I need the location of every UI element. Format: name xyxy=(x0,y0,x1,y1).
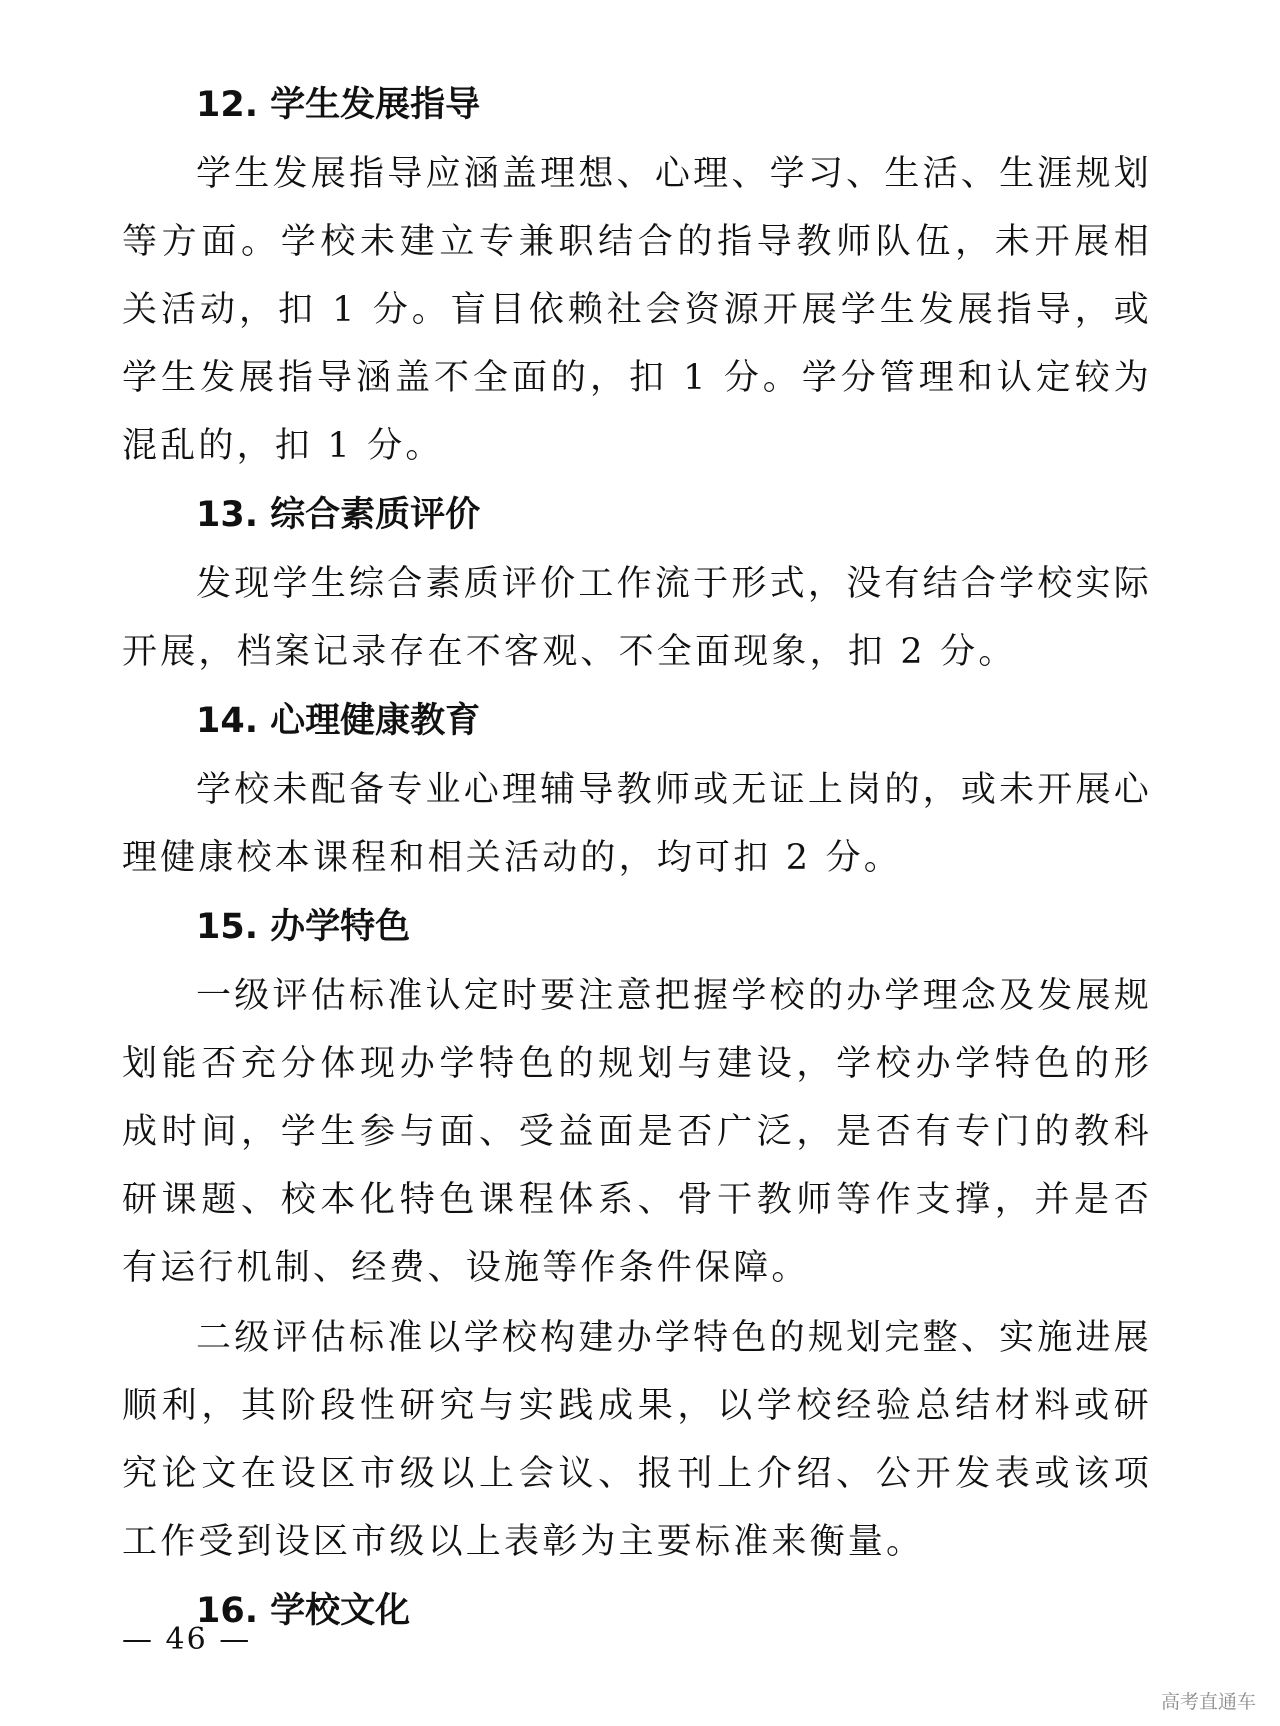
section-paragraph: 二级评估标准以学校构建办学特色的规划完整、实施进展顺利，其阶段性研究与实践成果，以学校经验总结材料或研究论文在设区市级以上会议、报刊上介绍、公开发表或该项工作受到设区市级以上表彰为主要标准来衡量。 xyxy=(122,1318,1152,1562)
watermark-text: 高考直通车 xyxy=(1160,1691,1256,1713)
section-14 xyxy=(122,688,1152,892)
section-heading: 12. 学生发展指导 xyxy=(196,85,481,125)
section-paragraph: 学校未配备专业心理辅导教师或无证上岗的，或未开展心理健康校本课程和相关活动的，均可扣 2 分。 xyxy=(122,770,1152,878)
section-12 xyxy=(122,72,1152,480)
section-heading: 13. 综合素质评价 xyxy=(196,495,481,535)
section-paragraph: 发现学生综合素质评价工作流于形式，没有结合学校实际开展，档案记录存在不客观、不全面现象，扣 2 分。 xyxy=(122,564,1152,672)
document-body xyxy=(122,72,1152,1646)
section-13 xyxy=(122,482,1152,686)
section-paragraph: 一级评估标准认定时要注意把握学校的办学理念及发展规划能否充分体现办学特色的规划与建设，学校办学特色的形成时间，学生参与面、受益面是否广泛，是否有专门的教科研课题、校本化特色课程体系、骨干教师等作支撑，并是否有运行机制、经费、设施等作条件保障。 xyxy=(122,976,1152,1288)
section-16 xyxy=(122,1578,1152,1644)
section-15 xyxy=(122,894,1152,1576)
section-heading: 16. 学校文化 xyxy=(196,1591,411,1631)
section-heading: 14. 心理健康教育 xyxy=(196,701,481,741)
section-heading: 15. 办学特色 xyxy=(196,907,411,947)
page-number: — 46 — xyxy=(122,1622,252,1657)
section-paragraph: 学生发展指导应涵盖理想、心理、学习、生活、生涯规划等方面。学校未建立专兼职结合的指导教师队伍，未开展相关活动，扣 1 分。盲目依赖社会资源开展学生发展指导，或学生发展指导涵盖不全面的，扣 1 分。学分管理和认定较为混乱的，扣 1 分。 xyxy=(122,154,1152,466)
